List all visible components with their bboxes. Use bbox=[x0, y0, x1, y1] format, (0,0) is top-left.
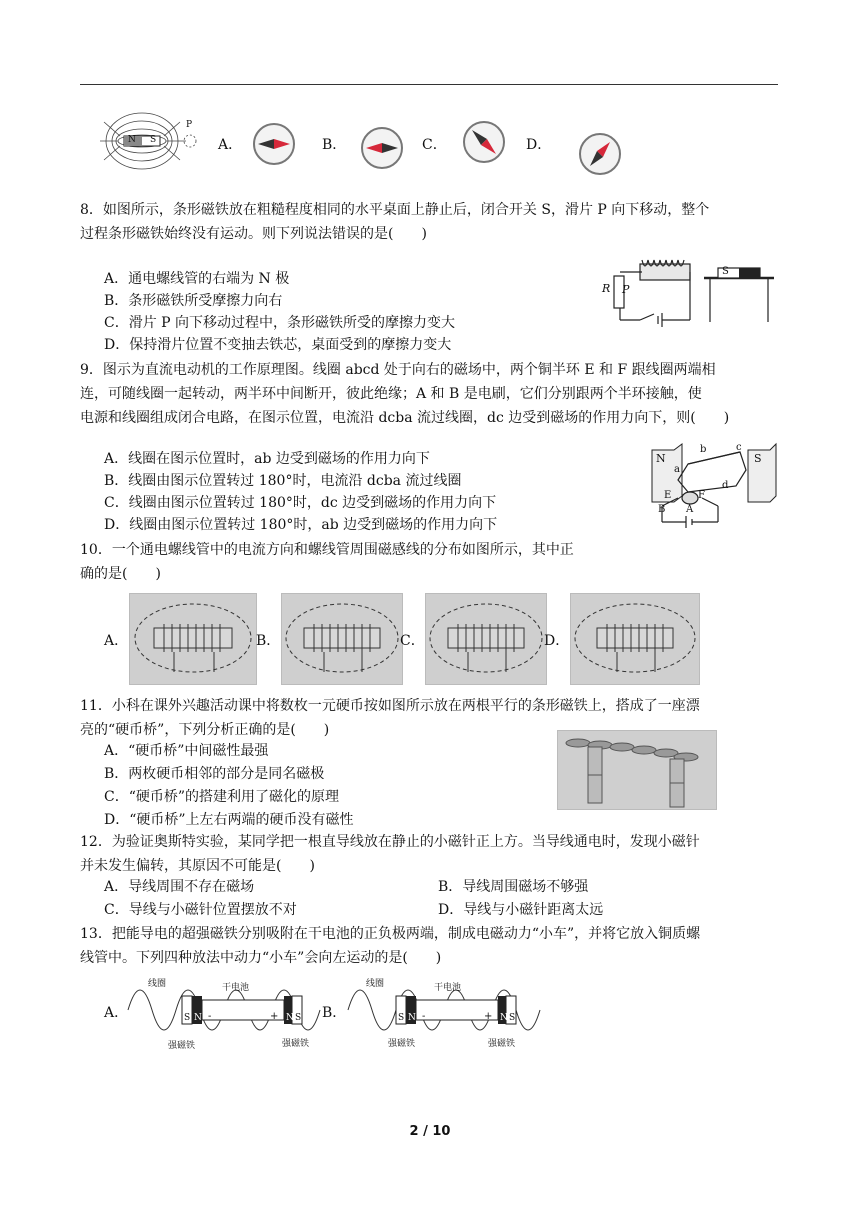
q9-stem-line-2: 连，可随线圈一起转动，两半环中间断开，彼此绝缘；A 和 B 是电刷，它们分别跟两个半环接触，使 bbox=[80, 386, 702, 402]
q13-a-plus: + bbox=[270, 1011, 279, 1022]
q13-b-magnet-label-right: 强磁铁 bbox=[488, 1039, 516, 1049]
header-rule bbox=[80, 84, 778, 85]
q9-option-b: B．线圈由图示位置转过 180°时，电流沿 dcba 流过线圈 bbox=[104, 473, 462, 489]
q9-fig-label-c: c bbox=[736, 442, 742, 453]
q13-a-magnet-label-right: 强磁铁 bbox=[282, 1039, 310, 1049]
q12-option-a: A．导线周围不存在磁场 bbox=[104, 879, 255, 895]
q13-option-b-label: B． bbox=[322, 1005, 347, 1021]
q11-option-b: B．两枚硬币相邻的部分是同名磁极 bbox=[104, 766, 325, 782]
q12-stem bbox=[80, 830, 780, 878]
q7-option-a-compass bbox=[252, 122, 296, 166]
q8-stem-line-2: 过程条形磁铁始终没有运动。则下列说法错误的是( ) bbox=[80, 226, 427, 242]
q9-fig-label-s: S bbox=[754, 452, 762, 465]
q13-stem-line-2: 线管中。下列四种放法中动力“小车”会向左运动的是( ) bbox=[80, 950, 442, 966]
q13-stem bbox=[80, 922, 780, 970]
q9-option-a: A．线圈在图示位置时，ab 边受到磁场的作用力向下 bbox=[104, 451, 430, 467]
q13-b-n-right: N bbox=[500, 1013, 508, 1023]
q7-option-c-compass bbox=[462, 120, 506, 164]
q13-stem-line-1: 13．把能导电的超强磁铁分别吸附在干电池的正负极两端，制成电磁动力“小车”，并将它放入铜质螺 bbox=[80, 926, 701, 942]
q8-fig-label-p: P bbox=[622, 283, 630, 296]
q7-option-a-label: A． bbox=[218, 137, 243, 153]
q9-fig-label-brush-b: B bbox=[658, 504, 666, 515]
q13-a-s-right: S bbox=[295, 1013, 302, 1023]
q13-b-s-right: S bbox=[509, 1013, 516, 1023]
q7-option-b-compass bbox=[360, 126, 404, 170]
q13-b-s-left: S bbox=[398, 1013, 405, 1023]
q11-coin-bridge-photo bbox=[557, 730, 717, 810]
q10-stem bbox=[80, 538, 780, 586]
q10-option-b-figure bbox=[281, 593, 403, 685]
q10-stem-line-2: 确的是( ) bbox=[80, 566, 161, 582]
q9-option-c: C．线圈由图示位置转过 180°时，dc 边受到磁场的作用力向下 bbox=[104, 495, 497, 511]
q11-option-d: D．“硬币桥”上左右两端的硬币没有磁性 bbox=[104, 812, 354, 828]
q13-b-battery-label: 干电池 bbox=[434, 983, 462, 993]
q13-b-minus: - bbox=[422, 1011, 426, 1022]
q8-stem-line-1: 8．如图所示，条形磁铁放在粗糙程度相同的水平桌面上静止后，闭合开关 S，滑片 P 向下移动，整个 bbox=[80, 202, 710, 218]
q13-b-magnet-label-left: 强磁铁 bbox=[388, 1039, 416, 1049]
q13-b-plus: + bbox=[484, 1011, 493, 1022]
q13-b-n-left: N bbox=[408, 1013, 416, 1023]
q11-stem-line-1: 11．小科在课外兴趣活动课中将数枚一元硬币按如图所示放在两根平行的条形磁铁上，搭成了一座漂 bbox=[80, 698, 700, 714]
q9-fig-label-brush-a: A bbox=[686, 504, 694, 515]
q10-option-d-label: D． bbox=[544, 633, 570, 649]
q12-option-d: D．导线与小磁针距离太远 bbox=[438, 902, 604, 918]
q13-a-n-right: N bbox=[286, 1013, 294, 1023]
q13-a-magnet-label-left: 强磁铁 bbox=[168, 1041, 196, 1051]
q11-option-c: C．“硬币桥”的搭建利用了磁化的原理 bbox=[104, 789, 340, 805]
q11-option-a: A．“硬币桥”中间磁性最强 bbox=[104, 743, 269, 759]
q13-b-coil-label: 线圈 bbox=[366, 979, 385, 989]
q13-option-a-label: A． bbox=[104, 1005, 129, 1021]
q7-fig-label-n: N bbox=[128, 135, 136, 145]
q10-stem-line-1: 10．一个通电螺线管中的电流方向和螺线管周围磁感线的分布如图所示，其中正 bbox=[80, 542, 574, 558]
q10-option-a-figure bbox=[129, 593, 257, 685]
q7-option-b-label: B． bbox=[322, 137, 347, 153]
q12-option-b: B．导线周围磁场不够强 bbox=[438, 879, 589, 895]
q10-option-c-label: C． bbox=[400, 633, 425, 649]
q7-fig-label-p: P bbox=[186, 120, 193, 130]
q10-option-c-figure bbox=[425, 593, 547, 685]
q13-a-battery-label: 干电池 bbox=[222, 983, 250, 993]
q9-stem-line-3: 电源和线圈组成闭合电路，在图示位置，电流沿 dcba 流过线圈，dc 边受到磁场的作用力向下，则( ) bbox=[80, 410, 730, 426]
q9-fig-label-n: N bbox=[656, 452, 666, 465]
q7-option-c-label: C． bbox=[422, 137, 447, 153]
q9-fig-label-f: F bbox=[698, 490, 705, 501]
q8-fig-label-s: S bbox=[722, 266, 729, 277]
q10-option-d-figure bbox=[570, 593, 700, 685]
q8-option-d: D．保持滑片位置不变抽去铁芯，桌面受到的摩擦力变大 bbox=[104, 337, 452, 353]
q11-stem-line-2: 亮的“硬币桥”，下列分析正确的是( ) bbox=[80, 722, 330, 738]
q13-a-s-left: S bbox=[184, 1013, 191, 1023]
q7-option-d-compass bbox=[578, 132, 622, 176]
q9-fig-label-e: E bbox=[664, 490, 672, 501]
q13-a-coil-label: 线圈 bbox=[148, 979, 167, 989]
q7-option-d-label: D． bbox=[526, 137, 552, 153]
q8-option-b: B．条形磁铁所受摩擦力向右 bbox=[104, 293, 283, 309]
q9-option-d: D．线圈由图示位置转过 180°时，ab 边受到磁场的作用力向下 bbox=[104, 517, 498, 533]
q8-stem bbox=[80, 198, 780, 246]
q12-stem-line-1: 12．为验证奥斯特实验，某同学把一根直导线放在静止的小磁针正上方。当导线通电时，发现小磁针 bbox=[80, 834, 700, 850]
q10-option-b-label: B． bbox=[256, 633, 281, 649]
q8-option-a: A．通电螺线管的右端为 N 极 bbox=[104, 271, 290, 287]
q10-option-a-label: A． bbox=[104, 633, 129, 649]
q8-fig-label-r: R bbox=[602, 282, 611, 295]
q9-stem-line-1: 9．图示为直流电动机的工作原理图。线圈 abcd 处于向右的磁场中，两个铜半环 E 和 F 跟线圈两端相 bbox=[80, 362, 716, 378]
page-number: 2 / 10 bbox=[409, 1124, 451, 1139]
q9-fig-label-b: b bbox=[700, 444, 707, 455]
q9-fig-label-d: d bbox=[722, 480, 729, 491]
q13-a-minus: - bbox=[208, 1011, 212, 1022]
q9-stem bbox=[80, 358, 780, 430]
q7-fig-label-s: S bbox=[150, 135, 157, 145]
q8-option-c: C．滑片 P 向下移动过程中，条形磁铁所受的摩擦力变大 bbox=[104, 315, 456, 331]
q13-a-n-left: N bbox=[194, 1013, 202, 1023]
q12-stem-line-2: 并未发生偏转，其原因不可能是( ) bbox=[80, 858, 315, 874]
q12-option-c: C．导线与小磁针位置摆放不对 bbox=[104, 902, 297, 918]
q9-fig-label-a: a bbox=[674, 464, 680, 475]
